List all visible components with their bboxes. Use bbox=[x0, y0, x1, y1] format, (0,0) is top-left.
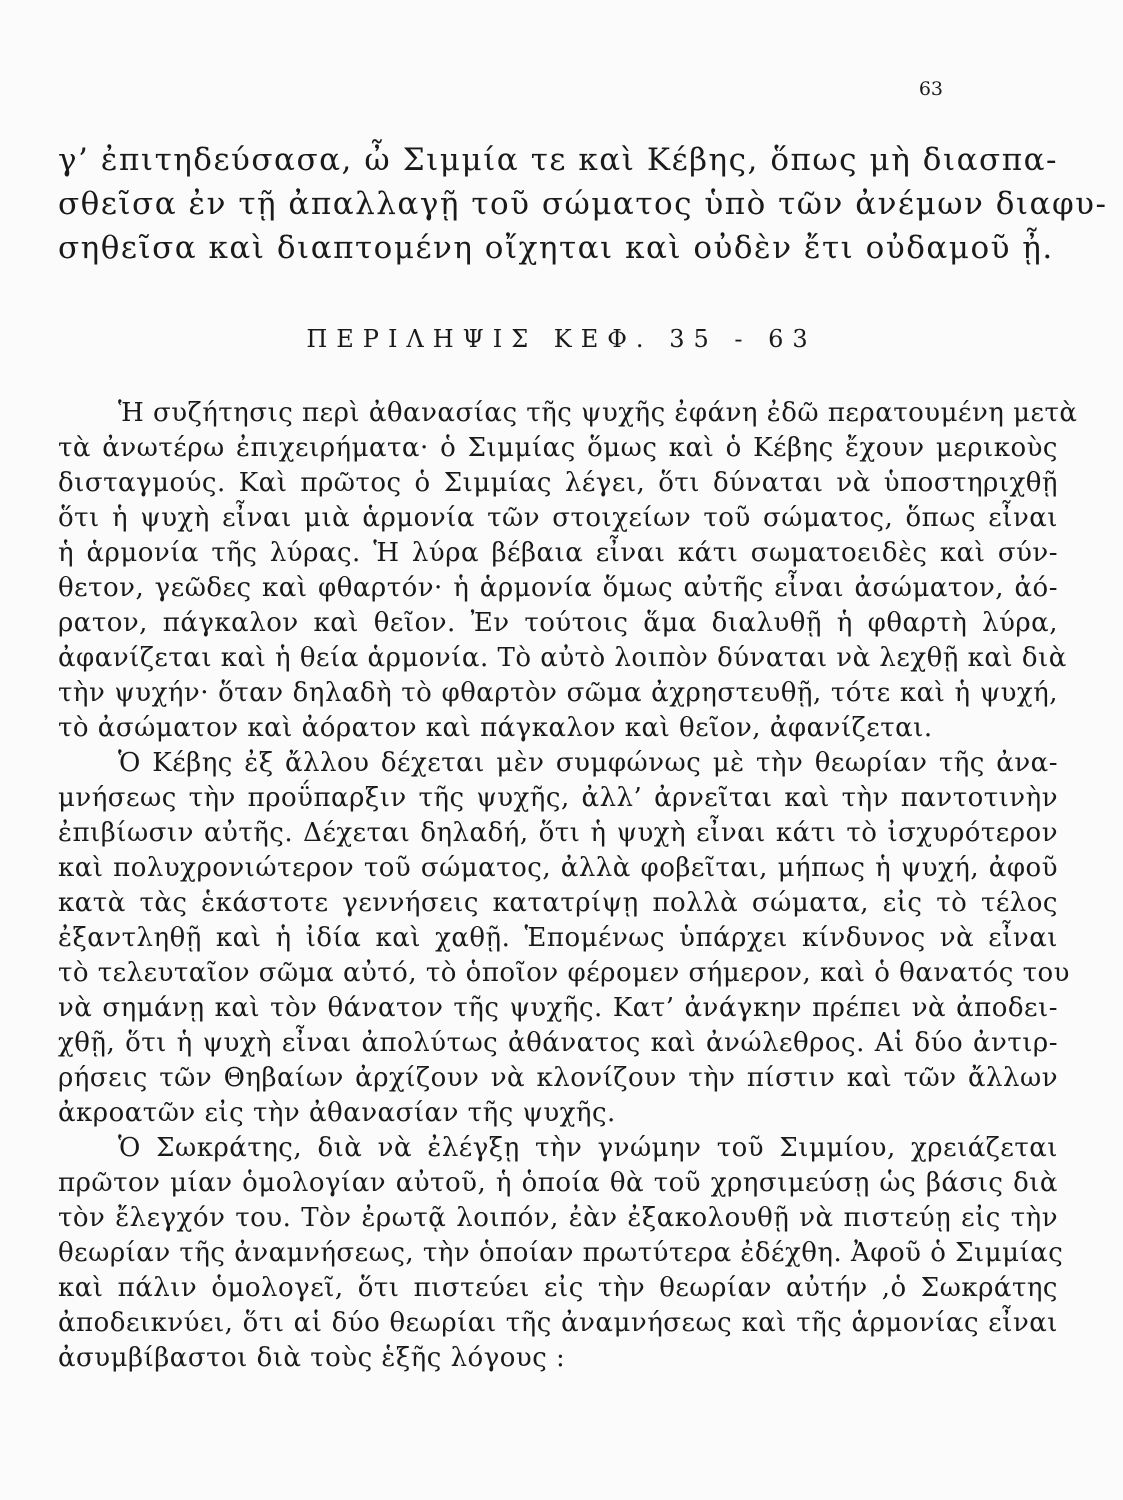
text-line: πρῶτον μίαν ὁμολογίαν αὐτοῦ, ἡ ὁποία θὰ τοῦ χρησιμεύσῃ ὡς βάσις διὰ bbox=[58, 1168, 1058, 1198]
text-line: νὰ σημάνῃ καὶ τὸν θάνατον τῆς ψυχῆς. Κατ’ ἀνάγκην πρέπει νὰ ἀποδει- bbox=[58, 993, 1058, 1023]
text-line: Ὁ Σωκράτης, διὰ νὰ ἐλέγξῃ τὴν γνώμην τοῦ Σιμμίου, χρειάζεται bbox=[118, 1133, 1058, 1163]
intro-line: σθεῖσα ἐν τῇ ἀπαλλαγῇ τοῦ σώματος ὑπὸ τῶν ἀνέμων διαφυ- bbox=[58, 186, 1108, 222]
text-line: ἀφανίζεται καὶ ἡ θεία ἁρμονία. Τὸ αὐτὸ λοιπὸν δύναται νὰ λεχθῇ καὶ διὰ bbox=[58, 643, 1067, 673]
text-line: δισταγμούς. Καὶ πρῶτος ὁ Σιμμίας λέγει, ὅτι δύναται νὰ ὑποστηριχθῇ bbox=[58, 468, 1058, 498]
text-line: θετον, γεῶδες καὶ φθαρτόν· ἡ ἁρμονία ὅμως αὐτῆς εἶναι ἀσώματον, ἀό- bbox=[58, 573, 1058, 603]
text-line: τὰ ἀνωτέρω ἐπιχειρήματα· ὁ Σιμμίας ὅμως καὶ ὁ Κέβης ἔχουν μερικοὺς bbox=[58, 433, 1058, 463]
text-line: Ἡ συζήτησις περὶ ἀθανασίας τῆς ψυχῆς ἐφάνη ἐδῶ περατουμένη μετὰ bbox=[118, 398, 1078, 428]
text-line: καὶ πάλιν ὁμολογεῖ, ὅτι πιστεύει εἰς τὴν θεωρίαν αὐτήν ,ὁ Σωκράτης bbox=[58, 1273, 1058, 1303]
section-heading: ΠΕΡΙΛΗΨΙΣ ΚΕΦ. 35 - 63 bbox=[306, 325, 817, 353]
text-line: κατὰ τὰς ἑκάστοτε γεννήσεις κατατρίψῃ πολλὰ σώματα, εἰς τὸ τέλος bbox=[58, 888, 1058, 918]
text-line: Ὁ Κέβης ἐξ ἄλλου δέχεται μὲν συμφώνως μὲ τὴν θεωρίαν τῆς ἀνα- bbox=[118, 748, 1058, 778]
text-line: ρήσεις τῶν Θηβαίων ἀρχίζουν νὰ κλονίζουν τὴν πίστιν καὶ τῶν ἄλλων bbox=[58, 1063, 1058, 1093]
intro-line: γ’ ἐπιτηδεύσασα, ὦ Σιμμία τε καὶ Κέβης, ὅπως μὴ διασπα- bbox=[58, 142, 1058, 178]
text-line: ἀσυμβίβαστοι διὰ τοὺς ἑξῆς λόγους : bbox=[58, 1343, 566, 1373]
text-line: ἀποδεικνύει, ὅτι αἱ δύο θεωρίαι τῆς ἀναμνήσεως καὶ τῆς ἁρμονίας εἶναι bbox=[58, 1308, 1058, 1338]
text-line: ἐξαντληθῇ καὶ ἡ ἰδία καὶ χαθῇ. Ἑπομένως ὑπάρχει κίνδυνος νὰ εἶναι bbox=[58, 923, 1058, 953]
text-line: ἀκροατῶν εἰς τὴν ἀθανασίαν τῆς ψυχῆς. bbox=[58, 1098, 616, 1128]
text-line: ὅτι ἡ ψυχὴ εἶναι μιὰ ἁρμονία τῶν στοιχείων τοῦ σώματος, ὅπως εἶναι bbox=[58, 503, 1058, 533]
text-line: τὸ ἀσώματον καὶ ἀόρατον καὶ πάγκαλον καὶ θεῖον, ἀφανίζεται. bbox=[58, 713, 933, 743]
text-line: χθῇ, ὅτι ἡ ψυχὴ εἶναι ἀπολύτως ἀθάνατος καὶ ἀνώλεθρος. Αἱ δύο ἀντιρ- bbox=[58, 1028, 1058, 1058]
page-number: 63 bbox=[918, 78, 943, 100]
text-line: θεωρίαν τῆς ἀναμνήσεως, τὴν ὁποίαν πρωτύτερα ἐδέχθη. Ἀφοῦ ὁ Σιμμίας bbox=[58, 1238, 1064, 1268]
text-line: καὶ πολυχρονιώτερον τοῦ σώματος, ἀλλὰ φοβεῖται, μήπως ἡ ψυχή, ἀφοῦ bbox=[58, 853, 1058, 883]
text-line: ἡ ἁρμονία τῆς λύρας. Ἡ λύρα βέβαια εἶναι κάτι σωματοειδὲς καὶ σύν- bbox=[58, 538, 1058, 568]
text-line: τὸν ἔλεγχόν του. Τὸν ἐρωτᾷ λοιπόν, ἐὰν ἐξακολουθῇ νὰ πιστεύῃ εἰς τὴν bbox=[58, 1203, 1058, 1233]
text-line: μνήσεως τὴν προΰπαρξιν τῆς ψυχῆς, ἀλλ’ ἀρνεῖται καὶ τὴν παντοτινὴν bbox=[58, 783, 1058, 813]
text-line: ρατον, πάγκαλον καὶ θεῖον. Ἐν τούτοις ἅμα διαλυθῇ ἡ φθαρτὴ λύρα, bbox=[58, 608, 1058, 638]
intro-line: σηθεῖσα καὶ διαπτομένη οἴχηται καὶ οὐδὲν ἔτι οὐδαμοῦ ᾖ. bbox=[58, 230, 1054, 266]
text-line: ἐπιβίωσιν αὐτῆς. Δέχεται δηλαδή, ὅτι ἡ ψυχὴ εἶναι κάτι τὸ ἰσχυρότερον bbox=[58, 818, 1058, 848]
text-line: τὴν ψυχήν· ὅταν δηλαδὴ τὸ φθαρτὸν σῶμα ἀχρηστευθῇ, τότε καὶ ἡ ψυχή, bbox=[58, 678, 1058, 708]
text-line: τὸ τελευταῖον σῶμα αὐτό, τὸ ὁποῖον φέρομεν σήμερον, καὶ ὁ θανατός του bbox=[58, 958, 1070, 988]
